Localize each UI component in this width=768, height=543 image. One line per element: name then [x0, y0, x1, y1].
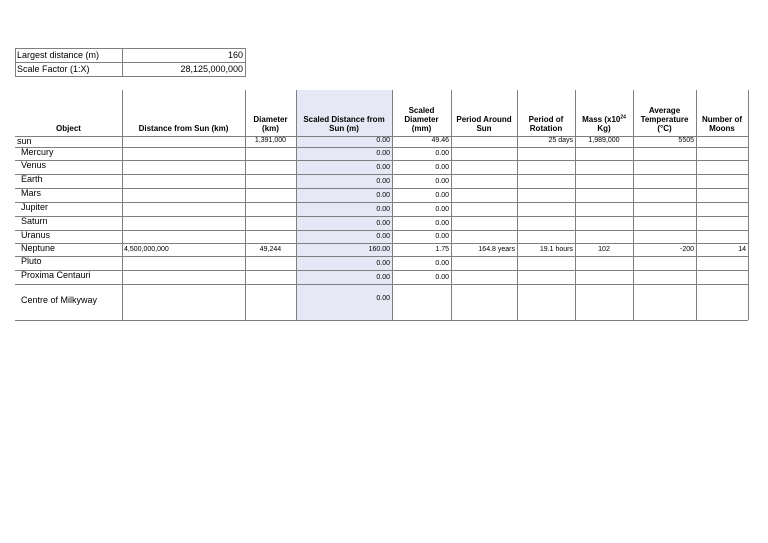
cell-temperature[interactable]: [635, 177, 694, 187]
cell-temperature[interactable]: [635, 259, 694, 269]
cell-period-around[interactable]: [453, 294, 515, 308]
scale-factor-label: Scale Factor (1:X): [17, 64, 90, 74]
cell-scaled-distance[interactable]: 0.00: [376, 164, 390, 171]
grid-line: [15, 147, 748, 148]
cell-scaled-distance[interactable]: 0.00: [376, 274, 390, 281]
grid-line: [15, 243, 748, 244]
cell-period-around[interactable]: [453, 259, 515, 269]
cell-mass[interactable]: [577, 273, 631, 283]
grid-line: [517, 90, 518, 320]
grid-line: [633, 90, 634, 320]
cell-distance[interactable]: [124, 191, 243, 201]
cell-rotation[interactable]: [519, 191, 573, 201]
cell-temperature[interactable]: [635, 219, 694, 229]
header-diameter-label: Diameter (km): [253, 115, 288, 133]
cell-object[interactable]: Mercury: [21, 147, 54, 157]
grid-line: [15, 48, 16, 77]
cell-scaled-diameter[interactable]: [394, 294, 449, 308]
cell-diameter[interactable]: [247, 294, 294, 308]
cell-object[interactable]: Centre of Milkyway: [21, 295, 98, 305]
cell-mass[interactable]: [577, 259, 631, 269]
cell-moons[interactable]: [698, 232, 746, 242]
grid-line: [15, 188, 748, 189]
cell-period-around[interactable]: [453, 273, 515, 283]
cell-object[interactable]: Saturn: [21, 216, 48, 226]
grid-line: [15, 160, 748, 161]
cell-temperature[interactable]: [635, 149, 694, 159]
header-rotation-label: Period of Rotation: [528, 115, 564, 133]
cell-object[interactable]: Pluto: [21, 256, 42, 266]
cell-temperature[interactable]: [635, 273, 694, 283]
header-scaled-diameter-label: Scaled Diameter (mm): [404, 106, 439, 133]
cell-diameter[interactable]: [247, 177, 294, 187]
cell-rotation[interactable]: [519, 163, 573, 173]
cell-mass[interactable]: [577, 219, 631, 229]
cell-distance[interactable]: [124, 232, 243, 242]
grid-line: [15, 216, 748, 217]
cell-temperature[interactable]: [635, 294, 694, 308]
cell-distance[interactable]: [124, 177, 243, 187]
cell-temperature[interactable]: [635, 163, 694, 173]
grid-line: [451, 90, 452, 320]
cell-object[interactable]: Venus: [21, 160, 47, 170]
cell-period-around[interactable]: 164.8 years: [478, 246, 515, 253]
cell-mass[interactable]: [577, 205, 631, 215]
cell-rotation[interactable]: [519, 219, 573, 229]
cell-scaled-diameter[interactable]: 0.00: [435, 192, 449, 199]
cell-object[interactable]: Neptune: [21, 243, 56, 253]
cell-moons[interactable]: [698, 259, 746, 269]
header-scaled-distance: [298, 90, 390, 133]
grid-line: [696, 90, 697, 320]
cell-distance[interactable]: [124, 273, 243, 283]
cell-mass[interactable]: [577, 149, 631, 159]
cell-mass[interactable]: [577, 163, 631, 173]
header-distance-label: Distance from Sun (km): [138, 124, 229, 133]
cell-scaled-distance[interactable]: 0.00: [376, 192, 390, 199]
cell-object[interactable]: Proxima Centauri: [21, 270, 91, 280]
header-scaled-diameter: [394, 90, 449, 133]
grid-line: [15, 320, 748, 321]
cell-diameter[interactable]: [247, 219, 294, 229]
cell-period-around[interactable]: [453, 163, 515, 173]
cell-object[interactable]: Earth: [21, 174, 43, 184]
header-mass-suffix: Kg): [597, 124, 611, 133]
grid-line: [15, 76, 245, 77]
cell-moons[interactable]: 14: [738, 246, 746, 253]
cell-diameter[interactable]: [247, 232, 294, 242]
cell-moons[interactable]: [698, 273, 746, 283]
grid-line: [748, 90, 749, 320]
header-mass-label: [577, 115, 631, 133]
cell-scaled-diameter[interactable]: 0.00: [435, 220, 449, 227]
cell-distance[interactable]: [124, 163, 243, 173]
cell-moons[interactable]: [698, 136, 746, 146]
cell-diameter[interactable]: [247, 163, 294, 173]
cell-scaled-diameter[interactable]: 0.00: [435, 233, 449, 240]
cell-scaled-distance[interactable]: 0.00: [376, 260, 390, 267]
header-moons: [698, 90, 746, 133]
grid-line: [296, 90, 297, 320]
header-diameter: [247, 90, 294, 133]
cell-scaled-diameter[interactable]: 0.00: [435, 260, 449, 267]
cell-rotation[interactable]: [519, 205, 573, 215]
cell-period-around[interactable]: [453, 232, 515, 242]
cell-scaled-diameter[interactable]: 1.75: [435, 246, 449, 253]
cell-period-around[interactable]: [453, 191, 515, 201]
cell-scaled-diameter[interactable]: 49.46: [431, 137, 449, 144]
header-distance: [124, 90, 243, 133]
header-period-around: [453, 90, 515, 133]
cell-temperature[interactable]: [635, 191, 694, 201]
cell-scaled-diameter[interactable]: 0.00: [435, 150, 449, 157]
cell-rotation[interactable]: [519, 259, 573, 269]
header-period-around-label: Period Around Sun: [456, 115, 512, 133]
cell-diameter[interactable]: [247, 149, 294, 159]
grid-line: [15, 284, 748, 285]
cell-scaled-diameter[interactable]: 0.00: [435, 206, 449, 213]
cell-rotation[interactable]: [519, 177, 573, 187]
header-object-label: Object: [56, 124, 81, 133]
largest-distance-label: Largest distance (m): [17, 50, 100, 60]
grid-line: [245, 90, 246, 320]
cell-distance[interactable]: [124, 219, 243, 229]
cell-diameter[interactable]: [247, 191, 294, 201]
cell-scaled-diameter[interactable]: 0.00: [435, 164, 449, 171]
header-object: [17, 90, 120, 133]
cell-scaled-distance[interactable]: 0.00: [376, 233, 390, 240]
cell-period-around[interactable]: [453, 149, 515, 159]
cell-scaled-distance[interactable]: 160.00: [368, 246, 390, 253]
grid-line: [245, 48, 246, 77]
cell-rotation[interactable]: [519, 273, 573, 283]
cell-distance[interactable]: [124, 136, 243, 146]
scale-factor-value[interactable]: 28,125,000,000: [180, 64, 243, 74]
grid-line: [15, 202, 748, 203]
cell-period-around[interactable]: [453, 177, 515, 187]
cell-temperature[interactable]: [635, 205, 694, 215]
cell-scaled-diameter[interactable]: 0.00: [435, 274, 449, 281]
cell-rotation[interactable]: 25 days: [548, 137, 573, 144]
cell-mass[interactable]: 1,989,000: [588, 137, 620, 144]
cell-distance[interactable]: [124, 259, 243, 269]
cell-object[interactable]: Uranus: [21, 230, 51, 240]
cell-period-around[interactable]: [453, 219, 515, 229]
cell-rotation[interactable]: 19.1 hours: [539, 246, 573, 253]
cell-mass[interactable]: 102: [598, 246, 610, 253]
header-temperature: [635, 90, 694, 133]
largest-distance-value[interactable]: 160: [227, 50, 243, 60]
cell-moons[interactable]: [698, 149, 746, 159]
cell-scaled-distance[interactable]: 0.00: [376, 206, 390, 213]
cell-object[interactable]: Jupiter: [21, 202, 49, 212]
cell-moons[interactable]: [698, 163, 746, 173]
cell-mass[interactable]: [577, 294, 631, 308]
header-rotation: [519, 90, 573, 133]
cell-mass[interactable]: [577, 232, 631, 242]
cell-object[interactable]: sun: [17, 136, 32, 146]
header-mass-prefix: Mass (x10: [582, 115, 621, 124]
header-mass-exponent: 24: [620, 114, 626, 121]
grid-line: [392, 90, 393, 320]
grid-line: [15, 270, 748, 271]
cell-rotation[interactable]: [519, 232, 573, 242]
cell-scaled-distance[interactable]: 0.00: [376, 150, 390, 157]
cell-diameter[interactable]: 49,244: [259, 246, 282, 253]
grid-line: [15, 256, 748, 257]
cell-mass[interactable]: [577, 191, 631, 201]
cell-scaled-distance[interactable]: 0.00: [376, 137, 390, 144]
cell-distance[interactable]: 4,500,000,000: [124, 246, 169, 253]
header-moons-label: Number of Moons: [702, 115, 742, 133]
cell-scaled-distance[interactable]: 0.00: [376, 220, 390, 227]
cell-diameter[interactable]: [247, 273, 294, 283]
grid-line: [122, 90, 123, 320]
cell-moons[interactable]: [698, 177, 746, 187]
cell-diameter[interactable]: 1,391,000: [254, 137, 287, 144]
cell-period-around[interactable]: [453, 136, 515, 146]
cell-diameter[interactable]: [247, 259, 294, 269]
cell-temperature[interactable]: [635, 232, 694, 242]
cell-moons[interactable]: [698, 219, 746, 229]
grid-line: [15, 174, 748, 175]
cell-rotation[interactable]: [519, 294, 573, 308]
cell-period-around[interactable]: [453, 205, 515, 215]
cell-scaled-distance[interactable]: 0.00: [376, 295, 390, 302]
cell-temperature[interactable]: -200: [679, 246, 694, 253]
cell-distance[interactable]: [124, 294, 243, 308]
header-mass: [577, 90, 631, 133]
header-scaled-distance-label: Scaled Distance from Sun (m): [303, 115, 385, 133]
cell-mass[interactable]: [577, 177, 631, 187]
cell-moons[interactable]: [698, 191, 746, 201]
cell-scaled-distance[interactable]: 0.00: [376, 178, 390, 185]
grid-line: [575, 90, 576, 320]
cell-diameter[interactable]: [247, 205, 294, 215]
cell-scaled-diameter[interactable]: 0.00: [435, 178, 449, 185]
cell-distance[interactable]: [124, 205, 243, 215]
cell-moons[interactable]: [698, 205, 746, 215]
cell-moons[interactable]: [698, 294, 746, 308]
cell-rotation[interactable]: [519, 149, 573, 159]
cell-object[interactable]: Mars: [21, 188, 41, 198]
cell-temperature[interactable]: 5505: [678, 137, 694, 144]
header-temperature-label: Average Temperature (°C): [640, 106, 689, 133]
cell-distance[interactable]: [124, 149, 243, 159]
grid-line: [15, 230, 748, 231]
